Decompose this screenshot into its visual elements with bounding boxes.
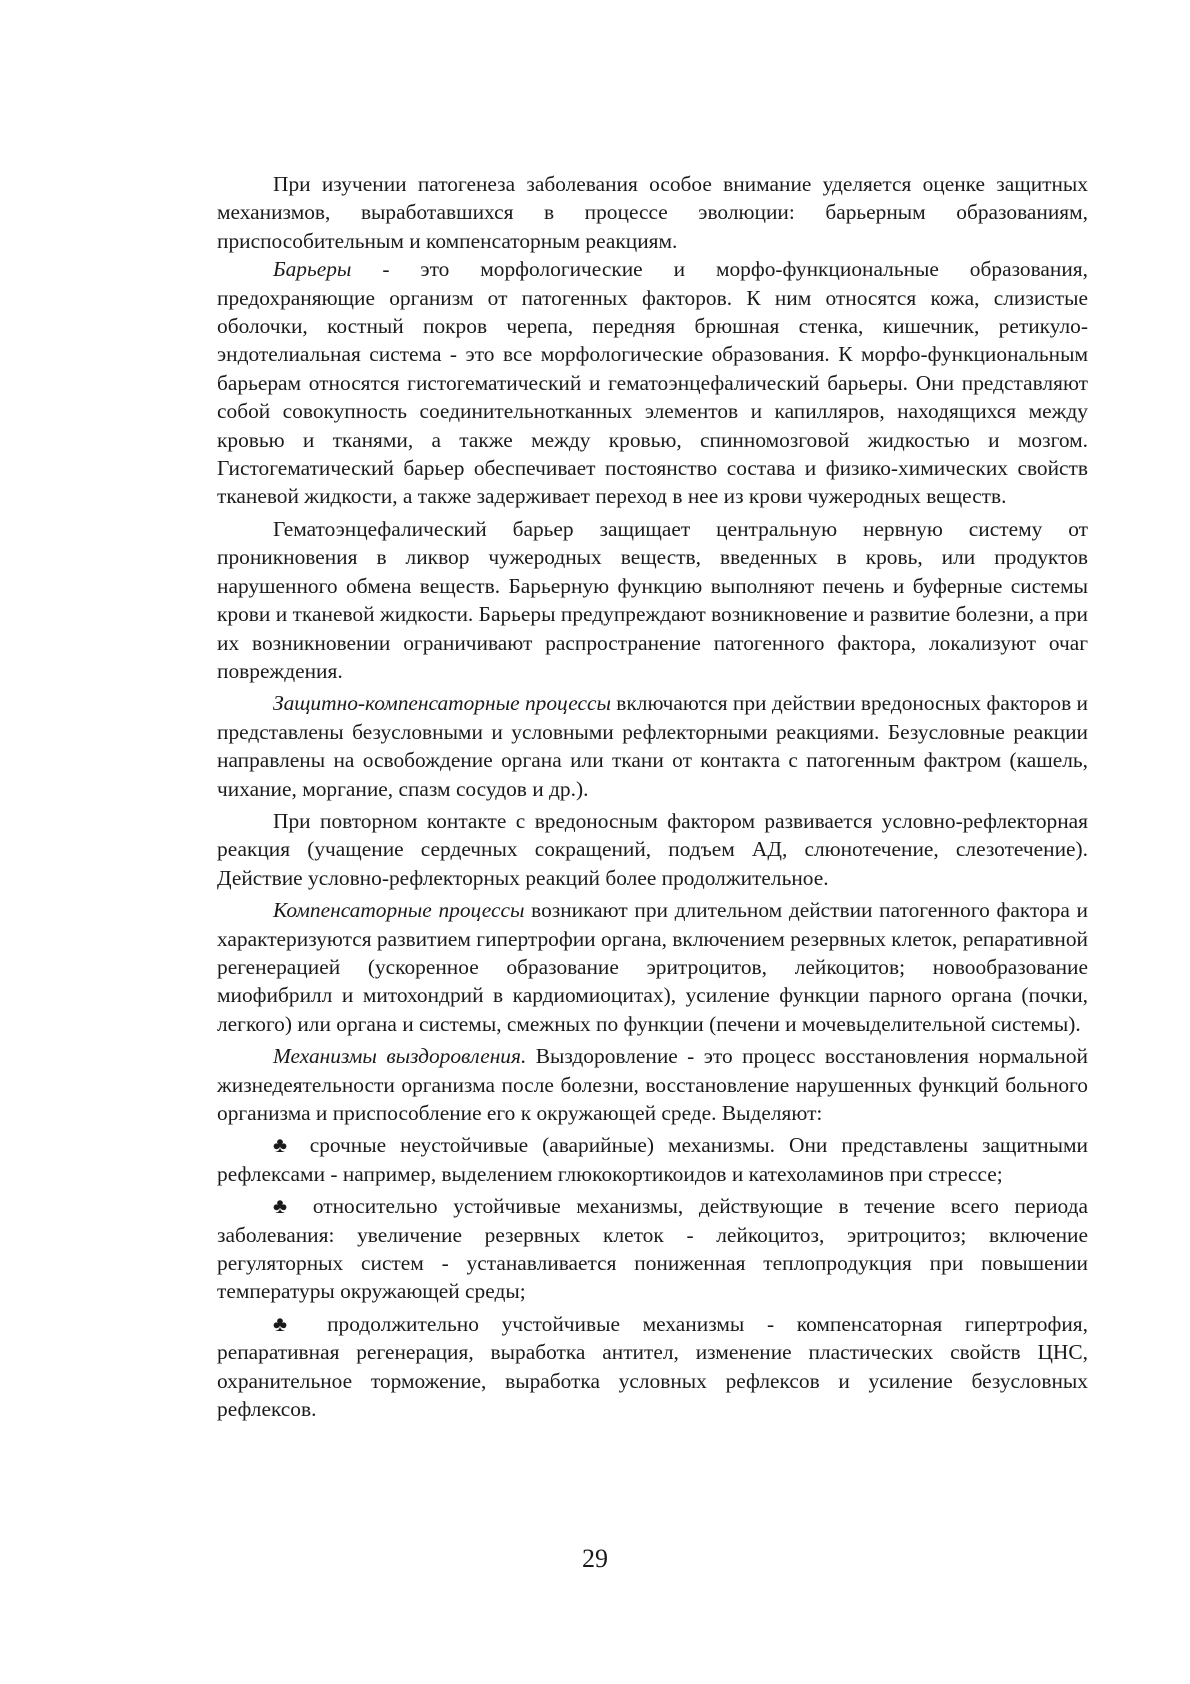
paragraph-protective-processes — [217, 689, 1088, 803]
bullet-item-relatively-stable — [217, 1192, 1088, 1306]
bullet-text: относительно устойчивые механизмы, действующие в течение всего периода заболевания: увеличение резервных клеток - лейкоцитоз, эритроцитоз; включение регуляторных систем - устанавливается пониженная теплопродукция при повышении температуры окружающей среды; — [217, 1194, 1088, 1304]
club-bullet-icon: ♣ — [273, 1311, 305, 1336]
document-body — [217, 170, 1088, 1423]
club-bullet-icon: ♣ — [273, 1194, 298, 1219]
bullet-item-long-term — [217, 1310, 1088, 1424]
paragraph-text: - это морфологические и морфо-функциональные образования, предохраняющие организм от патогенных факторов. К ним относятся кожа, слизистые оболочки, костный покров черепа, передняя брюшная стенка, кишечник, ретикуло-эндотелиальная система - это все морфологические образования. К морфо-функциональным барьерам относятся гистогематический и гематоэнцефалический барьеры. Они представляют собой совокупность соединительнотканных элементов и капилляров, находящихся между кровью и тканями, а также между кровью, спинномозговой жидкостью и мозгом. Гистогематический барьер обеспечивает постоянство состава и физико-химических свойств тканевой жидкости, а также задерживает переход в нее из крови чужеродных веществ. — [217, 257, 1088, 509]
paragraph-text: Гематоэнцефалический барьер защищает центральную нервную систему от проникновения в ликвор чужеродных веществ, введенных в кровь, или продуктов нарушенного обмена веществ. Барьерную функцию выполняют печень и буферные системы крови и тканевой жидкости. Барьеры предупреждают возникновение и развитие болезни, а при их возникновении ограничивают распространение патогенного фактора, локализуют очаг повреждения. — [217, 516, 1088, 683]
paragraph-barriers — [217, 255, 1088, 511]
page-number: 29 — [582, 1544, 608, 1573]
paragraph-intro — [217, 170, 1088, 255]
paragraph-text: возникают при длительном действии патогенного фактора и характеризуются развитием гипертрофии органа, включением резервных клеток, репаративной регенерацией (ускоренное образование эритроцитов, лейкоцитов; новообразование миофибрилл и митохондрий в кардиомиоцитах), усиление функции парного органа (почки, легкого) или органа и системы, смежных по функции (печени и мочевыделительной системы). — [217, 898, 1088, 1036]
club-bullet-icon: ♣ — [273, 1133, 296, 1158]
paragraph-repeated-contact — [217, 807, 1088, 892]
paragraph-term: Механизмы выздоровления. — [273, 1044, 527, 1069]
paragraph-compensatory-processes — [217, 896, 1088, 1038]
paragraph-term: Барьеры — [273, 257, 352, 282]
paragraph-term: Компенсаторные процессы — [273, 898, 525, 923]
paragraph-recovery-mechanisms — [217, 1042, 1088, 1127]
paragraph-term: Защитно-компенсаторные процессы — [273, 691, 611, 716]
bullet-item-urgent — [217, 1131, 1088, 1188]
paragraph-bbb — [217, 515, 1088, 685]
bullet-text: продолжительно учстойчивые механизмы - компенсаторная гипертрофия, репаративная регенерация, выработка антител, изменение пластических свойств ЦНС, охранительное торможение, выработка условных рефлексов и усиление безусловных рефлексов. — [217, 1311, 1088, 1422]
paragraph-text: включаются при действии вредоносных факторов и представлены безусловными и условными рефлекторными реакциями. Безусловные реакции направлены на освобождение органа или ткани от контакта с патогенным фактром (кашель, чихание, моргание, спазм сосудов и др.). — [217, 691, 1088, 801]
paragraph-text: При изучении патогенеза заболевания особое внимание уделяется оценке защитных механизмов, выработавшихся в процессе эволюции: барьерным образованиям, приспособительным и компенсаторным реакциям. — [217, 172, 1088, 253]
paragraph-text: Выздоровление - это процесс восстановления нормальной жизнедеятельности организма после болезни, восстановление нарушенных функций больного организма и приспособление его к окружающей среде. Выделяют: — [217, 1044, 1088, 1125]
bullet-text: срочные неустойчивые (аварийные) механизмы. Они представлены защитными рефлексами - например, выделением глюкокортикоидов и катехоламинов при стрессе; — [217, 1133, 1088, 1186]
paragraph-text: При повторном контакте с вредоносным фактором развивается условно-рефлекторная реакция (учащение сердечных сокращений, подъем АД, слюнотечение, слезотечение). Действие условно-рефлекторных реакций более продолжительное. — [217, 808, 1088, 890]
